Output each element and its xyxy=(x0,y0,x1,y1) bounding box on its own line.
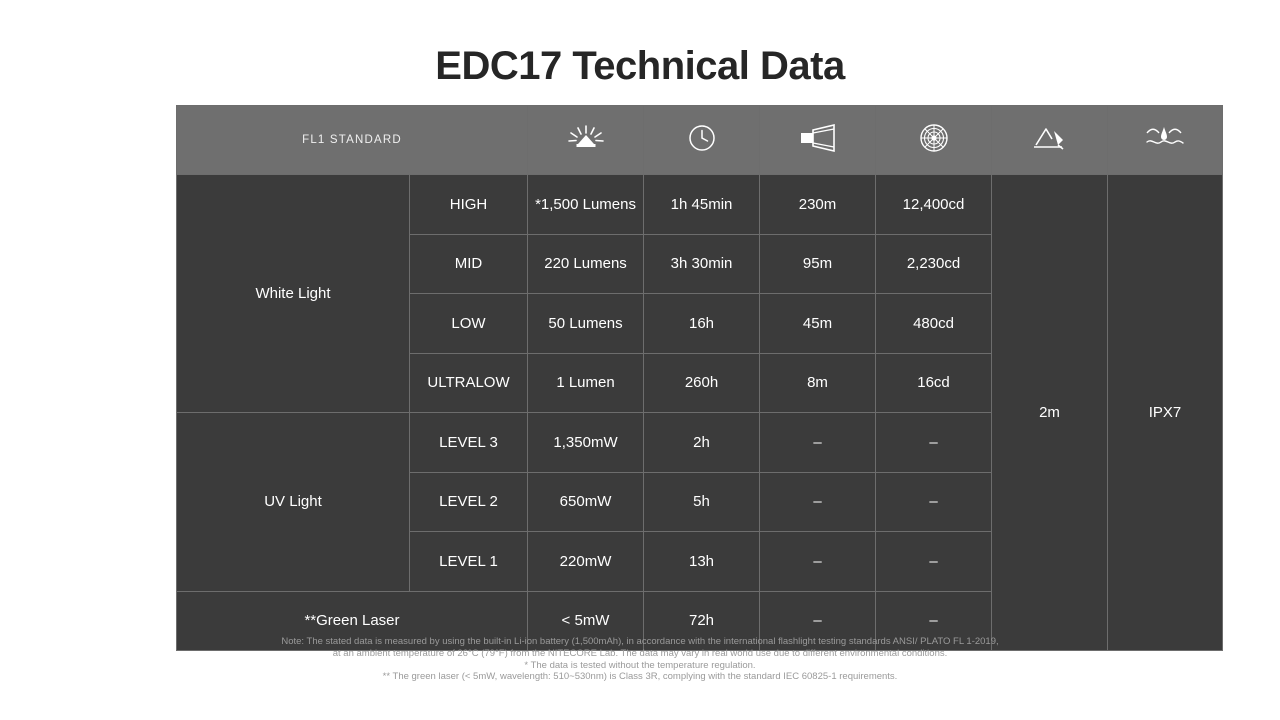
header-brightness xyxy=(528,106,644,175)
runtime-value: 3h 30min xyxy=(644,234,760,294)
impact-resistance-icon xyxy=(1032,123,1068,157)
runtime-value: 260h xyxy=(644,353,760,413)
header-fl1-standard: FL1 STANDARD xyxy=(177,106,528,175)
mode-label: ULTRALOW xyxy=(410,353,528,413)
beam-distance-icon xyxy=(796,123,840,157)
mode-label: LEVEL 1 xyxy=(410,532,528,592)
footnote-line: at an ambient temperature of 26°C (79°F) from the NITECORE Lab. The data may vary in real world use due to different environmental conditions. xyxy=(332,647,948,659)
table-header xyxy=(177,106,1223,175)
mode-label: LEVEL 2 xyxy=(410,472,528,532)
runtime-value: 5h xyxy=(644,472,760,532)
mode-label: LOW xyxy=(410,294,528,354)
header-peak-beam-intensity xyxy=(876,106,992,175)
footnotes xyxy=(0,636,1280,683)
intensity-value: – xyxy=(876,591,992,651)
peak-beam-intensity-icon xyxy=(917,121,951,159)
water-resistance-icon xyxy=(1143,124,1187,156)
output-value: *1,500 Lumens xyxy=(528,175,644,235)
mode-label: HIGH xyxy=(410,175,528,235)
group-label-green-laser: **Green Laser xyxy=(177,591,528,651)
clock-icon xyxy=(686,122,718,158)
output-value: 220 Lumens xyxy=(528,234,644,294)
distance-value: 230m xyxy=(760,175,876,235)
intensity-value: 12,400cd xyxy=(876,175,992,235)
output-value: 220mW xyxy=(528,532,644,592)
distance-value: – xyxy=(760,472,876,532)
distance-value: 8m xyxy=(760,353,876,413)
output-value: 650mW xyxy=(528,472,644,532)
runtime-value: 1h 45min xyxy=(644,175,760,235)
mode-label: LEVEL 3 xyxy=(410,413,528,473)
table-row xyxy=(177,175,1223,235)
runtime-value: 72h xyxy=(644,591,760,651)
group-label-uv-light: UV Light xyxy=(177,413,410,592)
output-value: 1 Lumen xyxy=(528,353,644,413)
footnote-line: * The data is tested without the temperature regulation. xyxy=(524,659,756,671)
intensity-value: 2,230cd xyxy=(876,234,992,294)
output-value: 50 Lumens xyxy=(528,294,644,354)
table-body xyxy=(177,175,1223,651)
group-label-white-light: White Light xyxy=(177,175,410,413)
distance-value: 45m xyxy=(760,294,876,354)
intensity-value: – xyxy=(876,472,992,532)
mode-label: MID xyxy=(410,234,528,294)
intensity-value: 16cd xyxy=(876,353,992,413)
intensity-value: – xyxy=(876,532,992,592)
runtime-value: 16h xyxy=(644,294,760,354)
output-value: < 5mW xyxy=(528,591,644,651)
runtime-value: 13h xyxy=(644,532,760,592)
output-value: 1,350mW xyxy=(528,413,644,473)
header-runtime xyxy=(644,106,760,175)
table-header-row xyxy=(177,106,1223,175)
brightness-icon xyxy=(564,122,608,158)
technical-data-table-wrapper xyxy=(176,105,1182,651)
intensity-value: 480cd xyxy=(876,294,992,354)
page-title: EDC17 Technical Data xyxy=(435,44,845,88)
distance-value: – xyxy=(760,413,876,473)
distance-value: – xyxy=(760,532,876,592)
intensity-value: – xyxy=(876,413,992,473)
technical-data-table xyxy=(176,105,1223,651)
runtime-value: 2h xyxy=(644,413,760,473)
header-beam-distance xyxy=(760,106,876,175)
water-resistance-value: IPX7 xyxy=(1108,175,1223,651)
footnote-line: Note: The stated data is measured by using the built-in Li-ion battery (1,500mAh), in accordance with the international flashlight testing standards ANSI/ PLATO FL 1-2019, xyxy=(281,636,999,647)
distance-value: 95m xyxy=(760,234,876,294)
header-impact-resistance xyxy=(992,106,1108,175)
impact-resistance-value: 2m xyxy=(992,175,1108,651)
footnote-line: ** The green laser (< 5mW, wavelength: 510~530nm) is Class 3R, complying with the standard IEC 60825-1 requirements. xyxy=(382,671,898,683)
header-water-resistance xyxy=(1108,106,1223,175)
distance-value: – xyxy=(760,591,876,651)
